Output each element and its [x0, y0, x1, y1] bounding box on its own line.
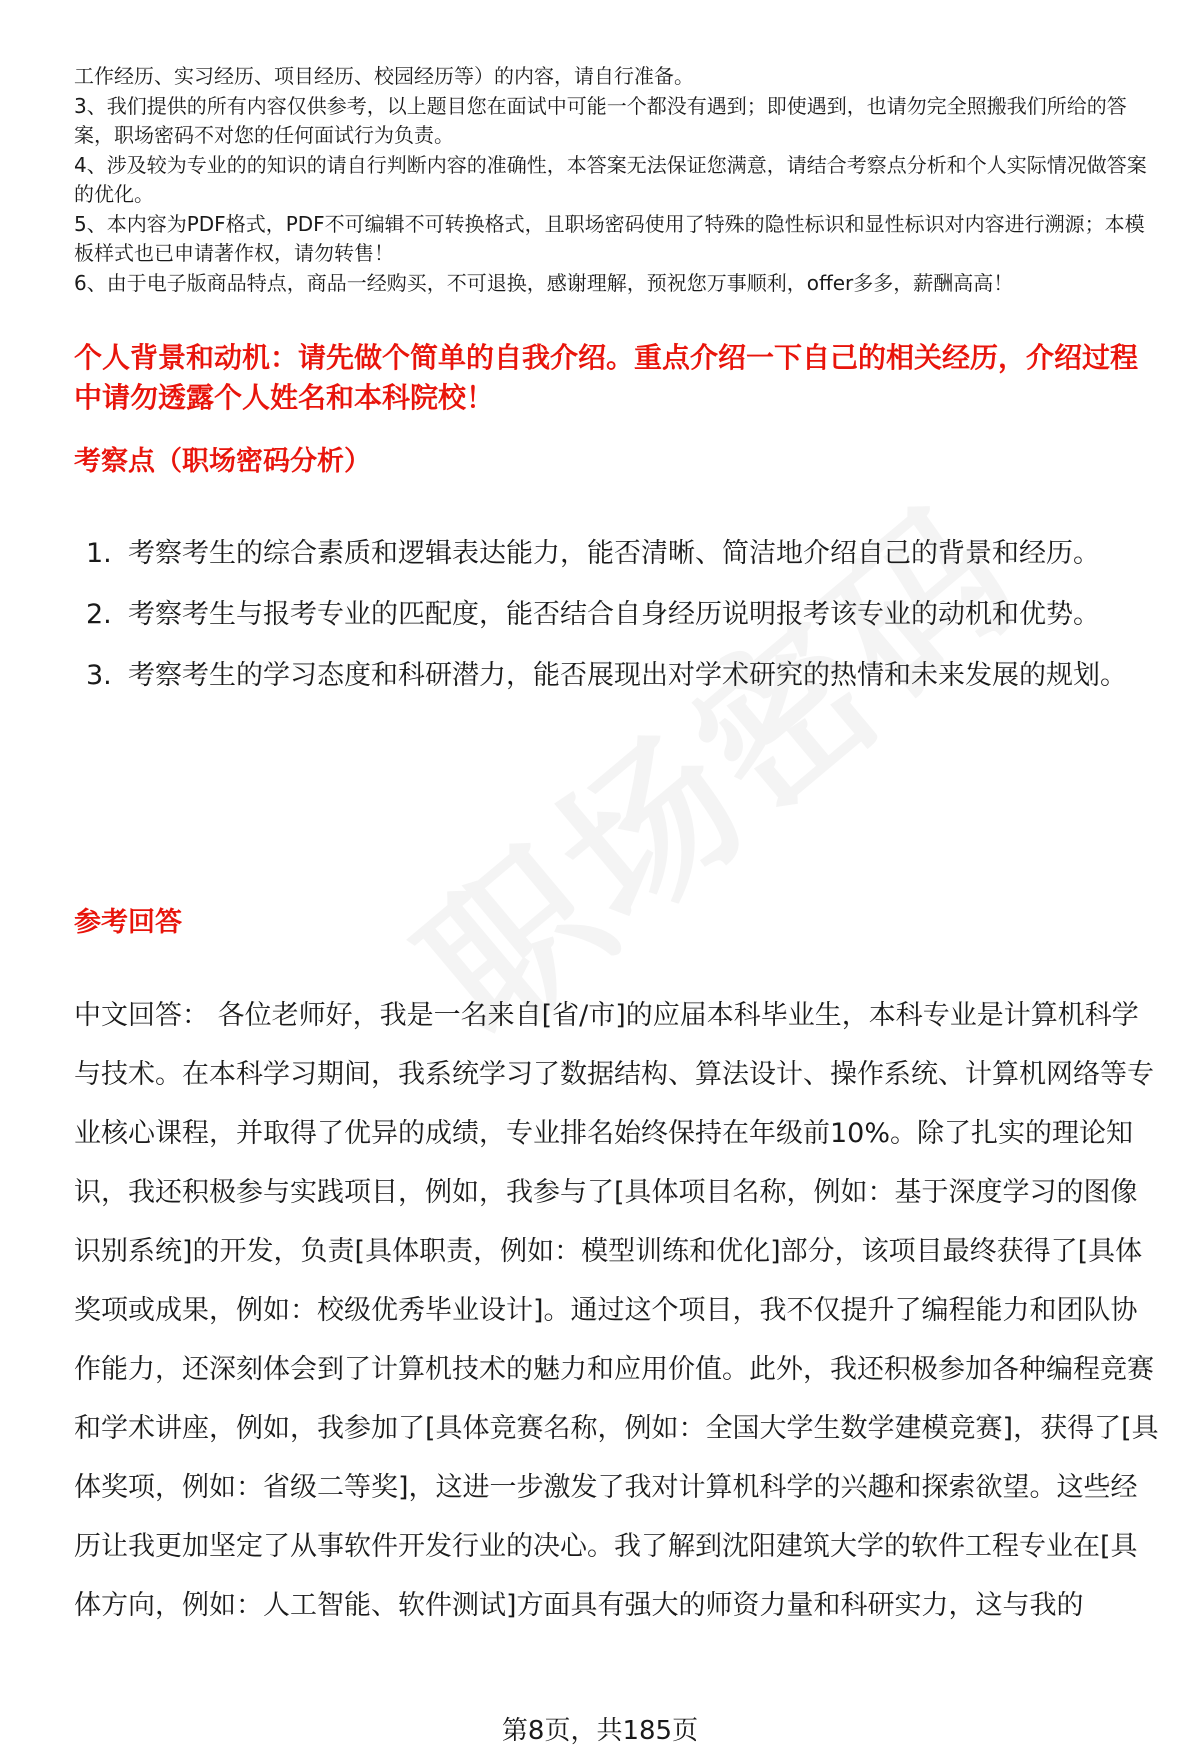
- point-text: 考察考生的学习态度和科研潜力，能否展现出对学术研究的热情和未来发展的规划。: [128, 660, 1127, 691]
- notes-block: [74, 62, 1164, 298]
- point-number: 1.: [86, 538, 112, 569]
- reference-heading: 参考回答: [74, 907, 182, 938]
- point-text: 考察考生的综合素质和逻辑表达能力，能否清晰、简洁地介绍自己的背景和经历。: [128, 538, 1100, 569]
- point-number: 3.: [86, 660, 112, 691]
- point-text: 考察考生与报考专业的匹配度，能否结合自身经历说明报考该专业的动机和优势。: [128, 599, 1100, 630]
- analysis-points: [74, 524, 1164, 707]
- analysis-heading: 考察点（职场密码分析）: [74, 446, 371, 477]
- note-line: 6、由于电子版商品特点，商品一经购买，不可退换，感谢理解，预祝您万事顺利，offer多多，薪酬高高！: [74, 270, 1014, 295]
- note-line: 5、本内容为PDF格式，PDF不可编辑不可转换格式，且职场密码使用了特殊的隐性标识和显性标识对内容进行溯源；本模板样式也已申请著作权，请勿转售！: [74, 211, 1145, 265]
- question-title: 个人背景和动机：请先做个简单的自我介绍。重点介绍一下自己的相关经历，介绍过程中请勿透露个人姓名和本科院校！: [74, 341, 1139, 414]
- note-line: 3、我们提供的所有内容仅供参考，以上题目您在面试中可能一个都没有遇到；即使遇到，也请勿完全照搬我们所给的答案，职场密码不对您的任何面试行为负责。: [74, 93, 1127, 147]
- analysis-point: [74, 585, 1164, 644]
- point-number: 2.: [86, 599, 112, 630]
- page-number: 第8页，共185页: [501, 1716, 699, 1746]
- note-line: 工作经历、实习经历、项目经历、校园经历等）的内容，请自行准备。: [74, 64, 694, 88]
- analysis-point: [74, 646, 1164, 705]
- note-line: 4、涉及较为专业的的知识的请自行判断内容的准确性，本答案无法保证您满意，请结合考察点分析和个人实际情况做答案的优化。: [74, 152, 1147, 206]
- reference-answer: 中文回答： 各位老师好，我是一名来自[省/市]的应届本科毕业生，本科专业是计算机科学与技术。在本科学习期间，我系统学习了数据结构、算法设计、操作系统、计算机网络等专业核心课程，并取得了优异的成绩，专业排名始终保持在年级前10%。除了扎实的理论知识，我还积极参与实践项目，例如，我参与了[具体项目名称，例如：基于深度学习的图像识别系统]的开发，负责[具体职责，例如：模型训练和优化]部分，该项目最终获得了[具体奖项或成果，例如：校级优秀毕业设计]。通过这个项目，我不仅提升了编程能力和团队协作能力，还深刻体会到了计算机技术的魅力和应用价值。此外，我还积极参加各种编程竞赛和学术讲座，例如，我参加了[具体竞赛名称，例如：全国大学生数学建模竞赛]，获得了[具体奖项，例如：省级二等奖]，这进一步激发了我对计算机科学的兴趣和探索欲望。这些经历让我更加坚定了从事软件开发行业的决心。我了解到沈阳建筑大学的软件工程专业在[具体方向，例如：人工智能、软件测试]方面具有强大的师资力量和科研实力，这与我的: [74, 1000, 1159, 1621]
- analysis-point: [74, 524, 1164, 583]
